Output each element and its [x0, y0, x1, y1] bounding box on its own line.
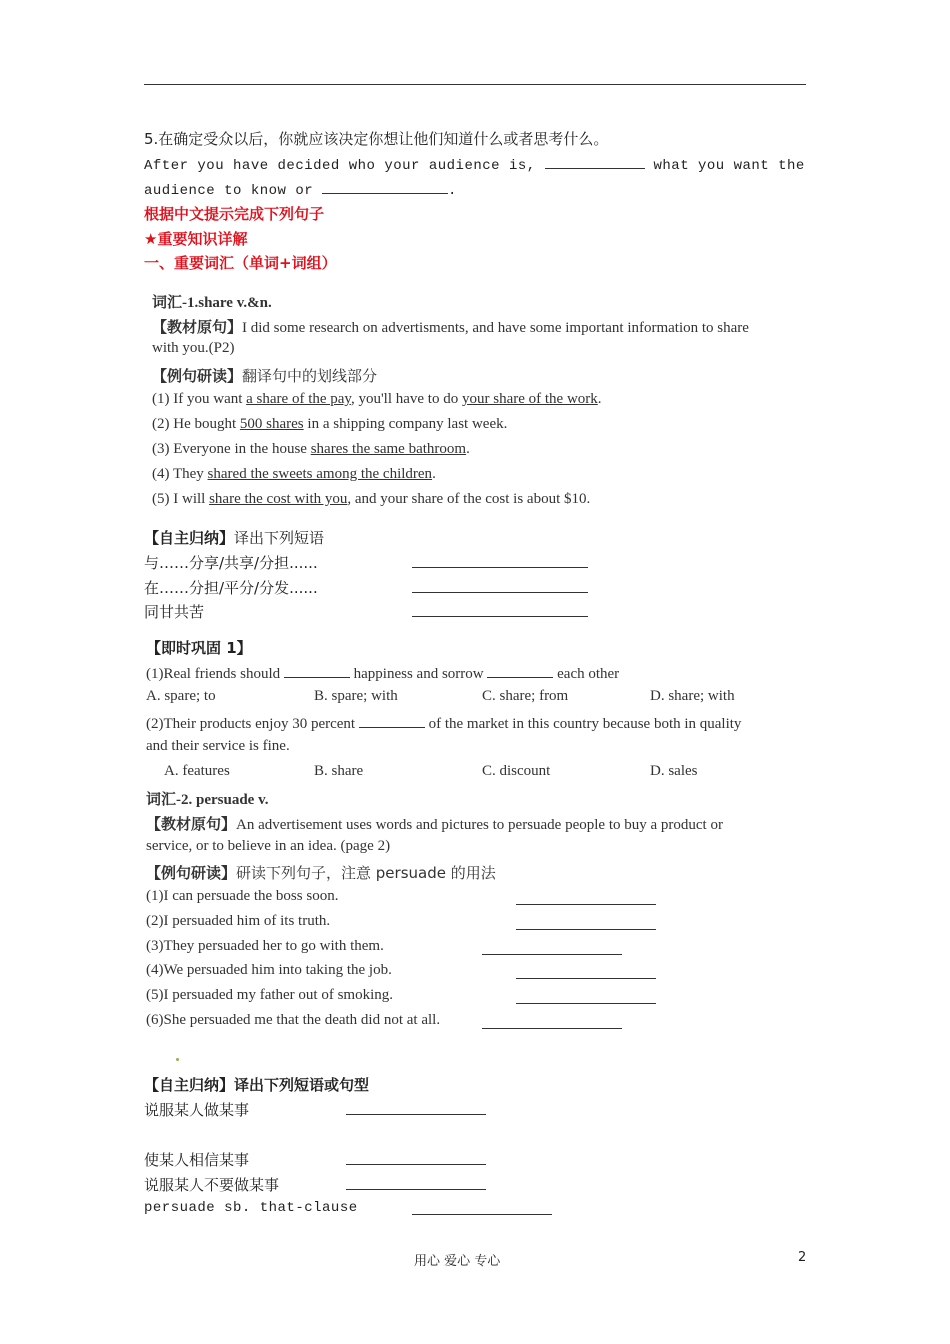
word1-original-line1 [152, 316, 749, 337]
q5-english-line2 [144, 179, 457, 199]
word1-orig-label: 【教材原句】 [152, 318, 243, 336]
word2-example-1-blank[interactable] [516, 904, 656, 905]
word1-ex-label: 【例句研读】 [152, 367, 243, 385]
word2-summary-label: 【自主归纳】 [144, 1076, 235, 1094]
word2-phrase-4-blank[interactable] [412, 1214, 552, 1215]
heading-vocab: 一、重要词汇（单词+词组） [144, 254, 337, 272]
q5-blank-2[interactable] [322, 179, 448, 194]
word2-ex-instr: 研读下列句子，注意 persuade 的用法 [236, 864, 496, 882]
word2-phrase-1-blank[interactable] [346, 1114, 486, 1115]
drill1-q2-cont: and their service is fine. [146, 738, 290, 754]
word2-summary-header [144, 1074, 369, 1095]
footer-motto: 用心 爱心 专心 [414, 1254, 501, 1269]
word2-ex-label: 【例句研读】 [146, 864, 237, 882]
word1-orig-text1: I did some research on advertisments, and have some important information to share [242, 320, 749, 336]
word1-title: 词汇-1.share v.&n. [152, 295, 272, 311]
word1-summary-label: 【自主归纳】 [144, 529, 235, 547]
drill1-q2-option-a[interactable]: A. features [164, 763, 230, 779]
word1-example-5: (5) I will share the cost with you, and your share of the cost is about $10. [152, 491, 591, 507]
word2-example-3-blank[interactable] [482, 954, 622, 955]
page-number: 2 [798, 1250, 807, 1265]
q5-chinese: 5.在确定受众以后，你就应该决定你想让他们知道什么或者思考什么。 [144, 130, 609, 148]
q5-blank-1[interactable] [545, 154, 645, 169]
q5-text-c: audience to know or [144, 183, 314, 199]
word1-summary-header [144, 527, 324, 548]
drill1-q1-option-c[interactable]: C. share; from [482, 688, 569, 704]
word2-example-3: (3)They persuaded her to go with them. [146, 938, 384, 954]
drill1-q2-option-d[interactable]: D. sales [650, 763, 698, 779]
word1-phrase-3: 同甘共苦 [144, 603, 205, 621]
word1-example-1: (1) If you want a share of the pay, you'll have to do your share of the work. [152, 391, 602, 407]
drill1-q2: (2)Their products enjoy 30 percent of the market in this country because both in quality [146, 713, 741, 733]
word2-original-line1 [146, 813, 723, 834]
drill1-q1-option-d[interactable]: D. share; with [650, 688, 735, 704]
heading-complete: 根据中文提示完成下列句子 [144, 205, 325, 223]
drill1-q1: (1)Real friends should happiness and sorrow each other [146, 663, 619, 683]
word1-phrase-3-blank[interactable] [412, 616, 588, 617]
drill1-q2-blank[interactable] [359, 713, 425, 728]
word1-example-header [152, 365, 377, 386]
word2-phrase-3-blank[interactable] [346, 1189, 486, 1190]
word2-orig-label: 【教材原句】 [146, 815, 237, 833]
drill1-q1-blank-1[interactable] [284, 663, 350, 678]
drill1-q2-option-c[interactable]: C. discount [482, 763, 551, 779]
word2-example-2-blank[interactable] [516, 929, 656, 930]
word2-example-2: (2)I persuaded him of its truth. [146, 913, 331, 929]
word1-phrase-2: 在……分担/平分/分发...... [144, 579, 318, 597]
word2-title: 词汇-2. persuade v. [146, 792, 269, 808]
word1-example-4: (4) They shared the sweets among the children. [152, 466, 436, 482]
q5-text-d: . [448, 183, 457, 199]
word2-example-5-blank[interactable] [516, 1003, 656, 1004]
word2-example-6-blank[interactable] [482, 1028, 622, 1029]
q5-text-b: what you want the [653, 158, 805, 174]
word2-orig-text1: An advertisement uses words and pictures to persuade people to buy a product or [236, 817, 723, 833]
word1-phrase-1: 与……分享/共享/分担...... [144, 554, 318, 572]
word2-example-header [146, 862, 496, 883]
word1-phrase-1-blank[interactable] [412, 567, 588, 568]
decorative-dot [176, 1058, 179, 1061]
drill1-q2-option-b[interactable]: B. share [314, 763, 364, 779]
word2-example-1: (1)I can persuade the boss soon. [146, 888, 339, 904]
q5-text-a: After you have decided who your audience is, [144, 158, 536, 174]
word2-phrase-2: 使某人相信某事 [144, 1151, 250, 1169]
drill1-title: 【即时巩固 1】 [146, 639, 252, 657]
word1-example-3: (3) Everyone in the house shares the same bathroom. [152, 441, 470, 457]
heading-knowledge: ★重要知识详解 [144, 230, 248, 248]
word2-example-6: (6)She persuaded me that the death did not at all. [146, 1012, 441, 1028]
word2-phrase-1: 说服某人做某事 [144, 1101, 250, 1119]
word2-summary-instr: 译出下列短语或句型 [234, 1076, 370, 1094]
word2-orig-text2: service, or to believe in an idea. (page 2) [146, 838, 391, 854]
word1-summary-instr: 译出下列短语 [234, 529, 325, 547]
word2-example-4-blank[interactable] [516, 978, 656, 979]
q5-english-line1 [144, 154, 805, 174]
drill1-q1-option-a[interactable]: A. spare; to [146, 688, 216, 704]
word1-example-2: (2) He bought 500 shares in a shipping company last week. [152, 416, 508, 432]
word2-example-5: (5)I persuaded my father out of smoking. [146, 987, 394, 1003]
word1-phrase-2-blank[interactable] [412, 592, 588, 593]
word2-phrase-2-blank[interactable] [346, 1164, 486, 1165]
header-rule [144, 84, 806, 85]
word2-phrase-3: 说服某人不要做某事 [144, 1176, 280, 1194]
word1-ex-instr: 翻译句中的划线部分 [242, 367, 378, 385]
drill1-q1-option-b[interactable]: B. spare; with [314, 688, 398, 704]
drill1-q1-blank-2[interactable] [487, 663, 553, 678]
word1-orig-text2: with you.(P2) [152, 340, 235, 356]
word2-example-4: (4)We persuaded him into taking the job. [146, 962, 392, 978]
word2-phrase-4: persuade sb. that-clause [144, 1200, 358, 1216]
